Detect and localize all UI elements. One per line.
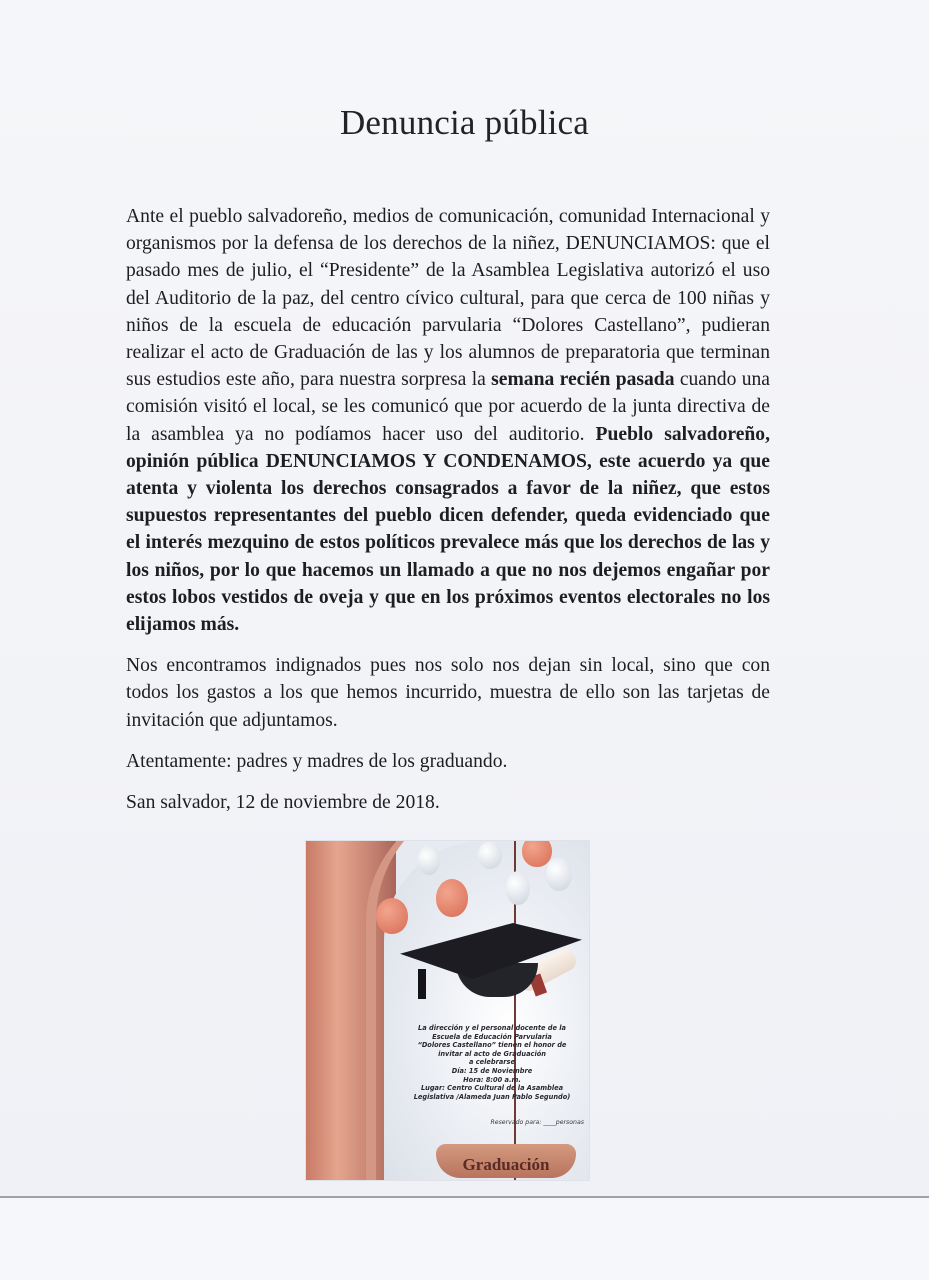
invitation-line: “Dolores Castellano” tienen el honor de <box>417 1041 567 1050</box>
invitation-line: Día: 15 de Noviembre <box>451 1066 533 1075</box>
blank-lower-area <box>0 1198 929 1280</box>
paragraph-1-text-a: Ante el pueblo salvadoreño, medios de comunicación, comunidad Internacional y organismos por la defensa de los derechos de la niñez, DENUNCIAMOS: que el pasado mes de julio, el “Presidente” de la Asamblea Legislativa autorizó el uso del Auditorio de la paz, del centro cívico cultural, para que cerca de 100 niñas y niños de la escuela de educación parvularia “Dolores Castellano”, pudieran realizar el acto de Graduación de las y los alumnos de preparatoria que terminan sus estudios este año, para nuestra sorpresa la <box>126 206 770 391</box>
tassel-icon <box>418 969 426 999</box>
invitation-line: a celebrarse <box>469 1058 515 1067</box>
paragraph-1-text-b: cuando una comisión visitó el local, se les comunicó que por acuerdo de la junta directiva de la asamblea ya no podíamos hacer uso del auditorio. <box>126 369 770 445</box>
document-body <box>126 203 770 830</box>
paragraph-1-bold-b: Pueblo salvadoreño, opinión pública DENUNCIAMOS Y CONDENAMOS, este acuerdo ya que atenta y violenta los derechos consagrados a favor de la niñez, que estos supuestos representantes del pueblo dicen defender, queda evidenciado que el interés mezquino de estos políticos prevalece más que los derechos de las y los niños, por lo que hacemos un llamado a que no nos dejemos engañar por estos lobos vestidos de oveja y que en los próximos eventos electorales no los elijamos más. <box>126 423 770 636</box>
paragraph-1 <box>126 203 770 638</box>
closing-line: Atentamente: padres y madres de los graduando. <box>126 750 508 772</box>
invitation-text <box>402 1024 582 1101</box>
balloon-icon <box>506 871 530 905</box>
place-date-line: San salvador, 12 de noviembre de 2018. <box>126 792 440 814</box>
reserved-seats-text: Reservado para: ____personas <box>490 1119 584 1126</box>
banner-label: Graduación <box>462 1155 550 1174</box>
invitation-line: Escuela de Educación Parvularia <box>432 1032 552 1041</box>
paragraph-1-bold-a: semana recién pasada <box>491 369 675 391</box>
invitation-line: invitar al acto de Graduación <box>438 1049 546 1058</box>
paragraph-2 <box>126 652 770 734</box>
invitation-line: Lugar: Centro Cultural de la Asamblea <box>420 1084 564 1093</box>
balloon-icon <box>436 879 468 917</box>
balloon-icon <box>546 857 572 891</box>
invitation-card-image <box>306 841 589 1180</box>
balloon-icon <box>478 841 502 869</box>
document-title: Denuncia pública <box>339 103 590 142</box>
balloon-icon <box>376 898 408 934</box>
invitation-line: Legislativa /Alameda Juan Pablo Segundo) <box>413 1092 571 1101</box>
paragraph-2-text: Nos encontramos indignados pues nos solo nos dejan sin local, sino que con todos los gastos a los que hemos incurrido, muestra de ello son las tarjetas de invitación que adjuntamos. <box>126 655 770 731</box>
invitation-line: Hora: 8:00 a.m. <box>463 1075 521 1084</box>
balloon-icon <box>418 845 440 875</box>
invitation-line: La dirección y el personal docente de la <box>418 1024 566 1032</box>
